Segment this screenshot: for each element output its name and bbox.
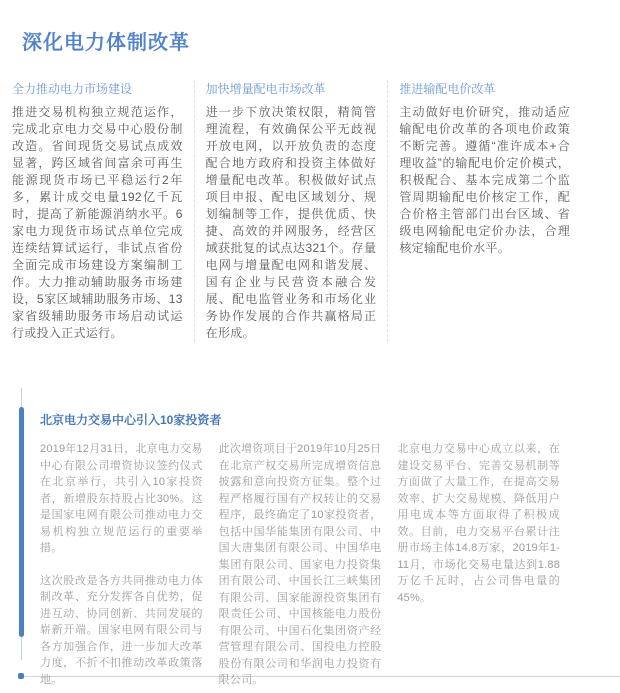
highlight-paragraph: 2019年12月31日，北京电力交易中心有限公司增资协议签约仪式在北京举行，共引入10家投资者，新增股东持股占比30%。这是国家电网有限公司推动电力交易机构独立规范运行的重要举措。 [40, 443, 203, 554]
accent-bar [19, 407, 24, 637]
highlight-box [40, 411, 560, 689]
section-incremental-distribution [195, 80, 389, 342]
highlight-column-3 [397, 441, 560, 689]
highlight-paragraph: 北京电力交易中心成立以来，在建设交易平台、完善交易机制等方面做了大量工作，在提高交易效率、扩大交易规模、降低用户用电成本等方面取得了积极成效。目前，电力交易平台累计注册市场主体14.8万家，2019年1-11月，市场化交易电量达到1.88万亿千瓦时，占公司售电量的45%。 [397, 443, 561, 604]
section-body: 进一步下放决策权限，精简管理流程，有效确保公平无歧视开放电网，以开放负责的态度配合地方政府和投资主体做好增量配电改革。积极做好试点项目申报、配电区域划分、规划编制等工作，提供优质、快捷、高效的并网服务，经营区域获批复的试点达321个。存量电网与增量配电网和谐发展、国有企业与民营资本融合发展、配电监管业务和市场化业务协作发展的合作共赢格局正在形成。 [205, 105, 377, 340]
highlight-title: 北京电力交易中心引入10家投资者 [40, 413, 222, 427]
section-power-market [12, 80, 195, 342]
highlight-columns [40, 441, 560, 689]
highlight-column-2 [219, 441, 382, 689]
highlight-paragraph: 此次增资项目于2019年10月25日在北京产权交易所完成增资信息披露和意向投资方征集。整个过程严格履行国有产权转让的交易程序，最终确定了10家投资者，包括中国华能集团有限公司、中国大唐集团有限公司、中国华电集团有限公司、国家电力投资集团有限公司、中国长江三峡集团有限公司、国家能源投资集团有限责任公司、中国核能电力股份有限公司、中国石化集团资产经营管理有限公司、国投电力控股股份有限公司和华润电力投资有限公司。 [218, 443, 382, 686]
highlight-column-1 [40, 441, 203, 689]
reform-sections [12, 80, 570, 342]
section-heading: 全力推动电力市场建设 [12, 82, 133, 96]
section-transmission-price [388, 80, 570, 342]
page-title: 深化电力体制改革 [22, 32, 190, 54]
section-heading: 推进输配电价改革 [399, 82, 496, 96]
section-body: 主动做好电价研究，推动适应输配电价改革的各项电价政策不断完善。遵循“准许成本+合理收益”的输配电价定价模式，积极配合、基本完成第二个监管周期输配电价核定工作，配合价格主管部门出台区域、省级电网输配电定价办法，合理核定输配电价水平。 [399, 105, 571, 255]
section-heading: 加快增量配电市场改革 [205, 82, 326, 96]
highlight-paragraph: 这次股改是各方共同推动电力体制改革、充分发挥各自优势，促进互动、协同创新、共同发展的崭新开端。国家电网有限公司与各方加强合作，进一步加大改革力度，不折不扣推动改革政策落地。 [40, 574, 203, 686]
section-body: 推进交易机构独立规范运作，完成北京电力交易中心股份制改造。省间现货交易试点成效显著，跨区域省间富余可再生能源现货市场已平稳运行2年多，累计成交电量192亿千瓦时，提高了新能源消纳水平。6家电力现货市场试点单位完成连续结算试运行，非试点省份全面完成市场建设方案编制工作。大力推动辅助服务市场建设，5家区域辅助服务市场、13家省级辅助服务市场启动试运行或投入正式运行。 [12, 105, 183, 340]
